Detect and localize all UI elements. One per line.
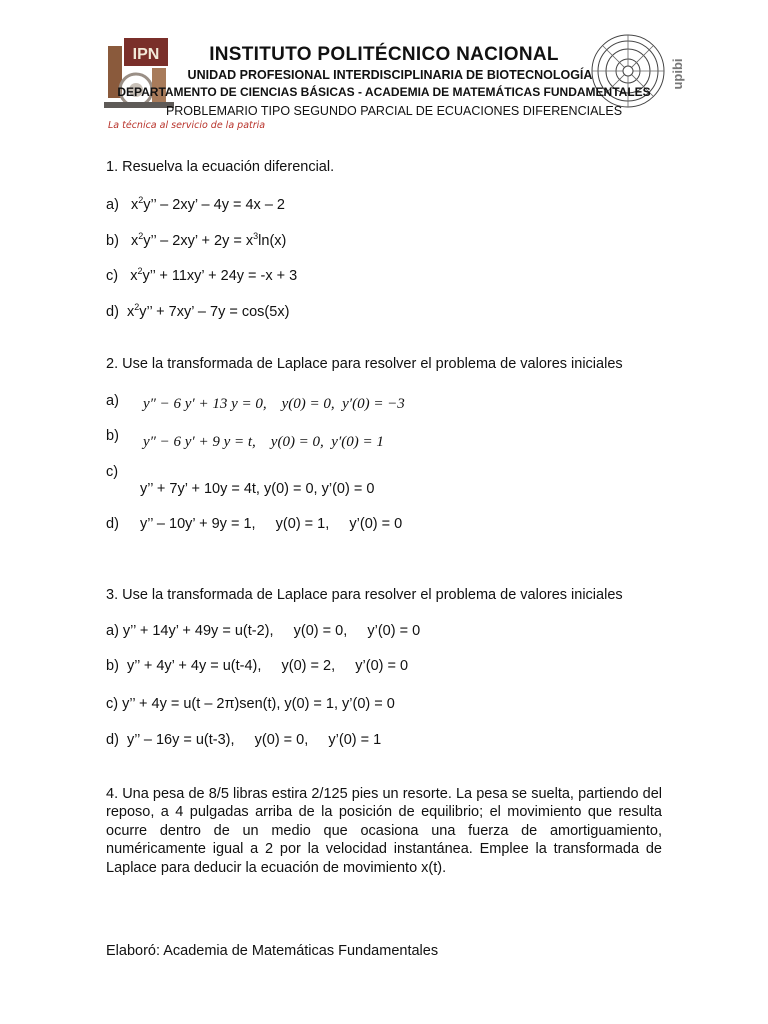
unit-title: UNIDAD PROFESIONAL INTERDISCIPLINARIA DE BIOTECNOLOGÍA (187, 68, 593, 82)
q2-title: 2. Use la transformada de Laplace para resolver el problema de valores iniciales (106, 356, 623, 372)
footer-author: Elaboró: Academia de Matemáticas Fundamentales (106, 943, 439, 959)
institute-title: INSTITUTO POLITÉCNICO NACIONAL (209, 44, 559, 65)
document-subtitle: PROBLEMARIO TIPO SEGUNDO PARCIAL DE ECUACIONES DIFERENCIALES (165, 104, 623, 118)
q1-item-d: d) $x^2y$’’ + 7xy’ – 7y = cos(5x) (106, 302, 290, 320)
q1-item-c: c) $x^2y$’’ + 11xy’ + 24y = -x + 3 (106, 266, 298, 284)
q3-item-a: a) y’’ + 14y’ + 49y = u(t-2), y(0) = 0, y’(0) = 0 (106, 623, 421, 639)
q1-item-a: a) $x^2y$’’ – 2xy’ – 4y = 4x – 2 (106, 195, 285, 213)
q1-title: 1. Resuelva la ecuación diferencial. (106, 159, 335, 175)
q2-item-a-label: a) (106, 393, 119, 409)
q3-title: 3. Use la transformada de Laplace para resolver el problema de valores iniciales (106, 587, 623, 603)
ipn-logo-text: IPN (132, 46, 160, 63)
q2-item-b-equation: y″ − 6 y′ + 9 y = t, y(0) = 0, y′(0) = 1 (143, 434, 384, 450)
q3-item-d: d) y’’ – 16y = u(t-3), y(0) = 0, y’(0) = 1 (106, 732, 382, 748)
q2-item-d-label: d) (106, 516, 119, 532)
q2-item-c-label: c) (106, 464, 119, 480)
q2-item-b-label: b) (106, 428, 119, 444)
q2-item-a-equation: y″ − 6 y′ + 13 y = 0, y(0) = 0, y′(0) = −3 (143, 396, 405, 412)
q3-item-c: c) y’’ + 4y = u(t – 2π)sen(t), y(0) = 1, y’(0) = 0 (106, 696, 395, 712)
department-title: DEPARTAMENTO DE CIENCIAS BÁSICAS - ACADEMIA DE MATEMÁTICAS FUNDAMENTALES (117, 85, 651, 99)
q2-item-d-equation: y’’ – 10y’ + 9y = 1, y(0) = 1, y’(0) = 0 (140, 516, 403, 532)
q1-item-b: b) $x^2y$’’ – 2xy’ + $2y = x^3\ln(x)$ (106, 231, 287, 249)
q4-paragraph: 4. Una pesa de 8/5 libras estira 2/125 pies un resorte. La pesa se suelta, partiendo del reposo, a 4 pulgadas arriba de la posición de equilibrio; el movimiento que resulta ocurre dentro de un medio que ocasiona una fuerza de amortiguamiento, numéricamente igual a 2 por la velocidad instantánea. Emplee la transformada de Laplace para deducir la ecuación de movimiento x(t). (106, 786, 662, 876)
slogan: La técnica al servicio de la patria (108, 120, 266, 131)
q2-item-c-equation: y’’ + 7y’ + 10y = 4t, y(0) = 0, y’(0) = 0 (140, 481, 375, 497)
upibi-logo-text: upibi (670, 58, 685, 90)
q3-item-b: b) y’’ + 4y’ + 4y = u(t-4), y(0) = 2, y’(0) = 0 (106, 658, 409, 674)
